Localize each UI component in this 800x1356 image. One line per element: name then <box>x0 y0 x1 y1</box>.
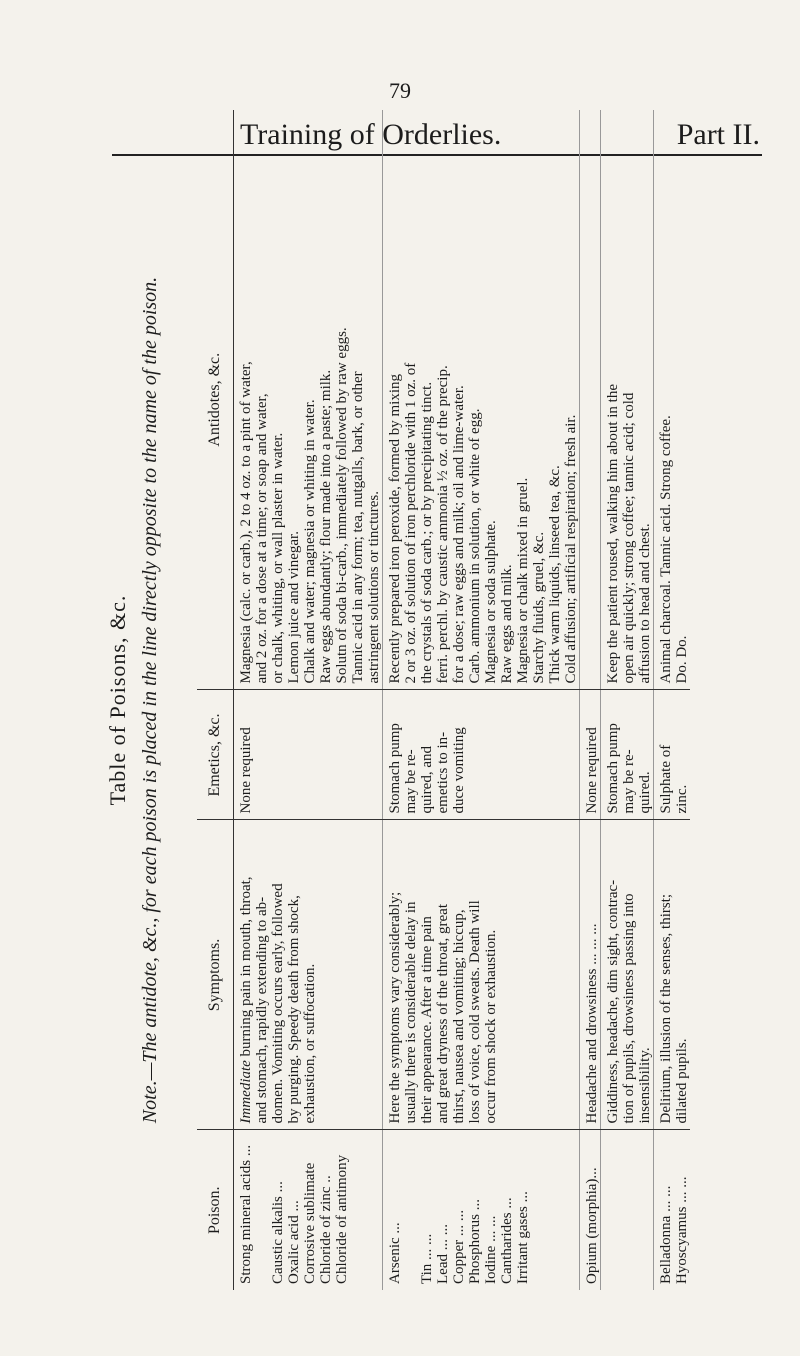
poison-cell-line: Oxalic acid ... <box>286 1200 302 1284</box>
running-header-part: Part II. <box>676 118 760 151</box>
poisons-table <box>197 110 690 1290</box>
rotated-table-sheet <box>105 110 690 1290</box>
emetics-cell-line: emetics to in- <box>435 731 451 814</box>
poison-cell <box>234 1130 383 1290</box>
symptoms-cell-line: loss of voice, cold sweats. Death will <box>467 900 483 1124</box>
poison-cell-line: Copper ... ... <box>451 1209 467 1284</box>
poison-cell-line: Chloride of antimony <box>334 1154 350 1284</box>
poison-cell-line: Iodine ... ... <box>483 1215 499 1284</box>
poison-cell-line <box>254 1137 270 1285</box>
antidotes-cell <box>383 110 580 690</box>
poison-cell-line: Arsenic ... <box>387 1222 403 1284</box>
emetics-cell-line: quired. <box>637 771 653 814</box>
antidotes-cell-line: Thick warm liquids, linseed tea, &c. <box>547 465 563 684</box>
poison-cell <box>654 1130 691 1290</box>
antidotes-cell <box>580 110 601 690</box>
poison-cell-line: Opium (morphia)... <box>584 1167 600 1284</box>
symptoms-cell-line: domen. Vomiting occurs early, followed <box>270 883 286 1124</box>
emetics-cell-line: None required <box>584 727 600 814</box>
antidotes-cell-line: Animal charcoal. Tannic acid. Strong coffee. <box>658 415 674 684</box>
antidotes-cell-line: Magnesia (calc. or carb.), 2 to 4 oz. to a pint of water, <box>238 361 254 684</box>
symptoms-cell-line: occur from shock or exhaustion. <box>483 929 499 1124</box>
poison-cell-line: Phosphorus ... <box>467 1198 483 1284</box>
emetics-cell-line: None required <box>238 727 254 814</box>
antidotes-cell-line: for a dose; raw eggs and milk; oil and lime-water. <box>451 385 467 684</box>
poison-cell <box>601 1130 654 1290</box>
symptoms-cell-line: and great dryness of the throat, great <box>435 904 451 1124</box>
poison-cell-line: Corrosive sublimate <box>302 1162 318 1284</box>
poison-cell-line: Irritant gases ... <box>515 1191 531 1284</box>
antidotes-cell-line: 2 or 3 oz. of solution of iron perchloride with 1 oz. of <box>403 362 419 684</box>
antidotes-cell-line: Solutn of soda bi-carb., immediately followed by raw eggs. <box>334 327 350 684</box>
antidotes-cell-line: Magnesia or chalk mixed in gruel. <box>515 477 531 684</box>
column-header-antidotes: Antidotes, &c. <box>197 110 234 690</box>
antidotes-cell-line: Recently prepared iron peroxide, formed by mixing <box>387 374 403 684</box>
antidotes-cell-line: and 2 oz. for a dose at a time; or soap and water, <box>254 393 270 684</box>
emetics-cell-line: may be re- <box>403 749 419 814</box>
poison-cell-line: Caustic alkalis ... <box>270 1181 286 1284</box>
emetics-cell-line: quired, and <box>419 746 435 814</box>
poison-cell-line: Cantharides ... <box>499 1197 515 1284</box>
symptoms-cell-line: usually there is considerable delay in <box>403 901 419 1124</box>
symptoms-cell-line: Headache and drowsiness ... ... ... <box>584 923 600 1124</box>
poison-cell-line: Hyoscyamus ... ... <box>674 1176 690 1284</box>
poison-cell-line: Lead ... ... <box>435 1224 451 1284</box>
table-row <box>383 110 580 1290</box>
table-title: Table of Poisons, &c. <box>105 594 130 806</box>
table-row <box>601 110 654 1290</box>
table-row <box>654 110 691 1290</box>
poison-cell-line: Tin ... ... <box>419 1233 435 1284</box>
antidotes-cell-line: affusion to head and chest. <box>637 523 653 684</box>
symptoms-emphasis: Immediate <box>238 1056 254 1124</box>
antidotes-cell-line: Magnesia or soda sulphate. <box>483 520 499 684</box>
antidotes-cell-line: or chalk, whiting, or wall plaster in water. <box>270 432 286 684</box>
emetics-cell <box>234 690 383 820</box>
antidotes-cell <box>234 110 383 690</box>
symptoms-cell-line: and stomach, rapidly extending to ab- <box>254 896 270 1124</box>
antidotes-cell-line: Lemon juice and vinegar. <box>286 531 302 684</box>
antidotes-cell-line: Chalk and water; magnesia or whiting in water. <box>302 399 318 684</box>
poison-cell-line: Strong mineral acids ... <box>238 1144 254 1284</box>
poison-cell-line <box>403 1137 419 1285</box>
symptoms-cell-line: Giddiness, headache, dim sight, contrac- <box>605 879 621 1124</box>
table-row <box>234 110 383 1290</box>
antidotes-cell-line: ferri. perchl. by caustic ammonia ½ oz. of the precip. <box>435 365 451 684</box>
poison-cell-line: Belladonna ... ... <box>658 1185 674 1284</box>
symptoms-cell-line: dilated pupils. <box>674 1038 690 1124</box>
antidotes-cell-line: Do. Do. <box>674 635 690 684</box>
antidotes-cell-line: Raw eggs abundantly; flour made into a paste; milk. <box>318 369 334 684</box>
emetics-cell-line: Sulphate of <box>658 744 674 814</box>
antidotes-cell-line: Tannic acid in any form; tea, nutgalls, bark, or other <box>350 371 366 684</box>
antidotes-cell <box>654 110 691 690</box>
emetics-cell-line: Stomach pump <box>387 723 403 814</box>
antidotes-cell <box>601 110 654 690</box>
table-note: Note.—The antidote, &c., for each poison is placed in the line directly opposite to the name of the poison. <box>139 276 161 1124</box>
symptoms-cell-line: tion of pupils, drowsiness passing into <box>621 893 637 1124</box>
running-header-title: Training of Orderlies. <box>240 118 502 151</box>
symptoms-cell-line: Here the symptoms vary considerably; <box>387 891 403 1124</box>
emetics-cell <box>654 690 691 820</box>
symptoms-cell <box>383 820 580 1130</box>
symptoms-cell <box>580 820 601 1130</box>
emetics-cell <box>601 690 654 820</box>
antidotes-cell-line: Starchy fluids, gruel, &c. <box>531 531 547 684</box>
emetics-cell-line: zinc. <box>674 784 690 814</box>
column-header-poison: Poison. <box>197 1130 234 1290</box>
poison-cell <box>383 1130 580 1290</box>
emetics-cell <box>383 690 580 820</box>
antidotes-cell-line: open air quickly; strong coffee; tannic acid; cold <box>621 392 637 684</box>
poison-cell <box>580 1130 601 1290</box>
antidotes-cell-line: Cold affusion; artificial respiration; fresh air. <box>563 414 579 684</box>
antidotes-cell-line: Carb. ammonium in solution, or white of egg. <box>467 408 483 684</box>
column-header-symptoms: Symptoms. <box>197 820 234 1130</box>
page-number: 79 <box>389 78 411 103</box>
symptoms-cell-line: exhaustion, or suffocation. <box>302 963 318 1124</box>
poison-cell-line: Chloride of zinc .. <box>318 1175 334 1284</box>
symptoms-cell-line: Delirium, illusion of the senses, thirst; <box>658 893 674 1124</box>
symptoms-cell-line: Immediate burning pain in mouth, throat, <box>238 876 254 1124</box>
symptoms-cell <box>654 820 691 1130</box>
emetics-cell-line: duce vomiting <box>451 727 467 814</box>
table-row <box>580 110 601 1290</box>
symptoms-cell-line: their appearance. After a time pain <box>419 916 435 1124</box>
emetics-cell-line: Stomach pump <box>605 723 621 814</box>
symptoms-cell <box>601 820 654 1130</box>
emetics-cell <box>580 690 601 820</box>
symptoms-cell-line: thirst, nausea and vomiting; hiccup, <box>451 909 467 1124</box>
antidotes-cell-line: the crystals of soda carb.; or by precipitating tinct. <box>419 381 435 684</box>
symptoms-cell-line: insensibility. <box>637 1047 653 1124</box>
emetics-cell-line: may be re- <box>621 749 637 814</box>
symptoms-cell <box>234 820 383 1130</box>
antidotes-cell-line: astringent solutions or tinctures. <box>366 491 382 684</box>
column-header-emetics: Emetics, &c. <box>197 690 234 820</box>
antidotes-cell-line: Raw eggs and milk. <box>499 564 515 684</box>
antidotes-cell-line: Keep the patient roused, walking him about in the <box>605 383 621 684</box>
symptoms-cell-line: by purging. Speedy death from shock, <box>286 895 302 1124</box>
